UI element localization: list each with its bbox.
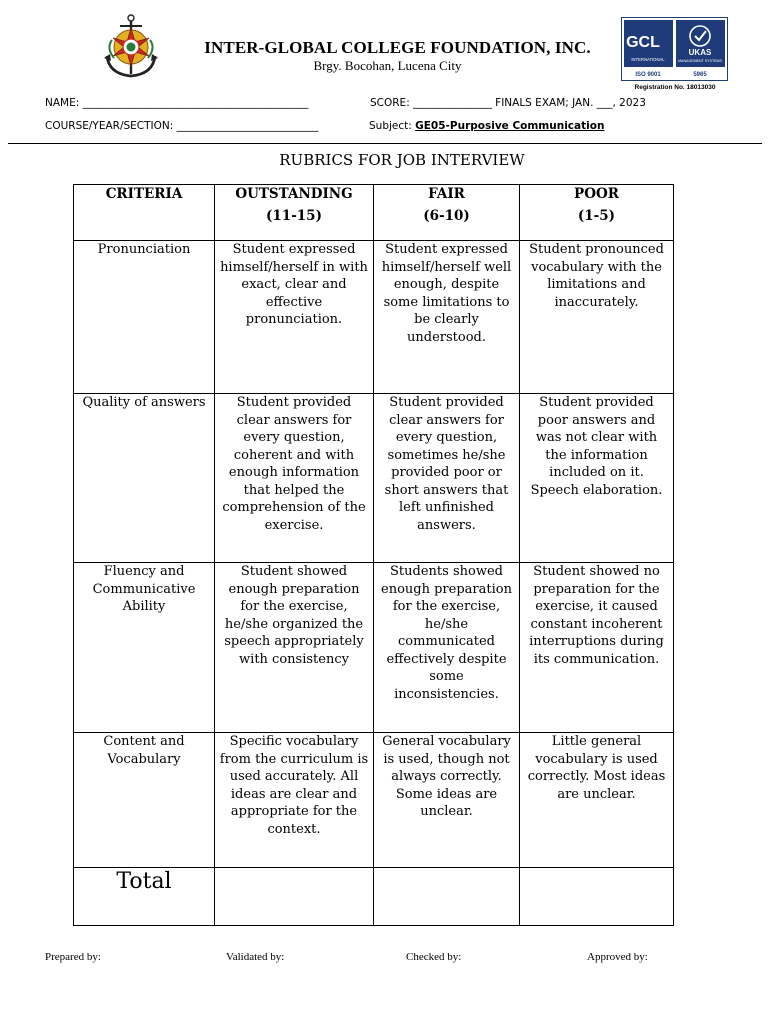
fair-cell: General vocabulary is used, though not always correctly. Some ideas are unclear. <box>374 733 520 868</box>
total-fair-cell[interactable] <box>374 868 520 926</box>
cert-gcl-text: GCL <box>626 34 660 51</box>
rubric-table <box>73 184 674 926</box>
total-label: Total <box>74 868 215 926</box>
name-line: NAME: ___________________________________________ <box>45 97 309 109</box>
score-line: SCORE: _______________ FINALS EXAM; JAN. ___, 2023 <box>370 97 646 109</box>
school-address: Brgy. Bocohan, Lucena City <box>313 58 462 73</box>
outstanding-cell: Student showed enough preparation for the exercise, he/she organized the speech appropriately with consistency <box>215 563 374 733</box>
outstanding-cell: Student expressed himself/herself in with exact, clear and effective pronunciation. <box>215 241 374 394</box>
checked-by-label: Checked by: <box>406 951 462 963</box>
table-row <box>74 394 674 563</box>
cert-ukas-text: UKAS <box>688 48 712 57</box>
poor-cell: Student pronounced vocabulary with the limitations and inaccurately. <box>520 241 674 394</box>
criteria-cell: Content and Vocabulary <box>74 733 215 868</box>
rubric-title: RUBRICS FOR JOB INTERVIEW <box>279 151 525 169</box>
outstanding-cell: Specific vocabulary from the curriculum is used accurately. All ideas are clear and appropriate for the context. <box>215 733 374 868</box>
fair-cell: Students showed enough preparation for the exercise, he/she communicated effectively despite some inconsistencies. <box>374 563 520 733</box>
header-poor: POOR (1-5) <box>520 185 674 241</box>
header-divider <box>8 143 762 144</box>
header-criteria: CRITERIA <box>74 185 215 241</box>
cert-international-text: INTERNATIONAL <box>631 57 665 62</box>
cert-management-systems-text: MANAGEMENT SYSTEMS <box>678 59 722 63</box>
poor-cell: Little general vocabulary is used correctly. Most ideas are unclear. <box>520 733 674 868</box>
subject-label: Subject: <box>369 120 416 132</box>
poor-cell: Student showed no preparation for the exercise, it caused constant incoherent interruptions during its communication. <box>520 563 674 733</box>
table-row <box>74 241 674 394</box>
criteria-cell: Quality of answers <box>74 394 215 563</box>
poor-cell: Student provided poor answers and was not clear with the information included on it. Speech elaboration. <box>520 394 674 563</box>
header-outstanding: OUTSTANDING (11-15) <box>215 185 374 241</box>
cert-iso-text: ISO 9001 <box>635 72 661 78</box>
table-row <box>74 733 674 868</box>
header-row <box>74 185 674 241</box>
certification-badge <box>621 17 728 81</box>
table-row <box>74 563 674 733</box>
approved-by-label: Approved by: <box>587 951 648 963</box>
cert-code-text: 5965 <box>693 72 707 78</box>
school-name: INTER-GLOBAL COLLEGE FOUNDATION, INC. <box>204 38 591 57</box>
header-fair: FAIR (6-10) <box>374 185 520 241</box>
total-row <box>74 868 674 926</box>
validated-by-label: Validated by: <box>226 951 285 963</box>
outstanding-cell: Student provided clear answers for every question, coherent and with enough information that helped the comprehension of the exercise. <box>215 394 374 563</box>
criteria-cell: Fluency and Communicative Ability <box>74 563 215 733</box>
criteria-cell: Pronunciation <box>74 241 215 394</box>
fair-cell: Student provided clear answers for every question, sometimes he/she provided poor or short answers that left unfinished answers. <box>374 394 520 563</box>
fair-cell: Student expressed himself/herself well enough, despite some limitations to be clearly understood. <box>374 241 520 394</box>
cert-registration-number: Registration No. 18013030 <box>634 84 716 91</box>
prepared-by-label: Prepared by: <box>45 951 101 963</box>
course-line: COURSE/YEAR/SECTION: ___________________________ <box>45 120 319 132</box>
subject-value: GE05-Purposive Communication <box>415 120 605 132</box>
total-outstanding-cell[interactable] <box>215 868 374 926</box>
school-crest-logo <box>102 14 160 80</box>
subject-line <box>369 120 604 132</box>
total-poor-cell[interactable] <box>520 868 674 926</box>
